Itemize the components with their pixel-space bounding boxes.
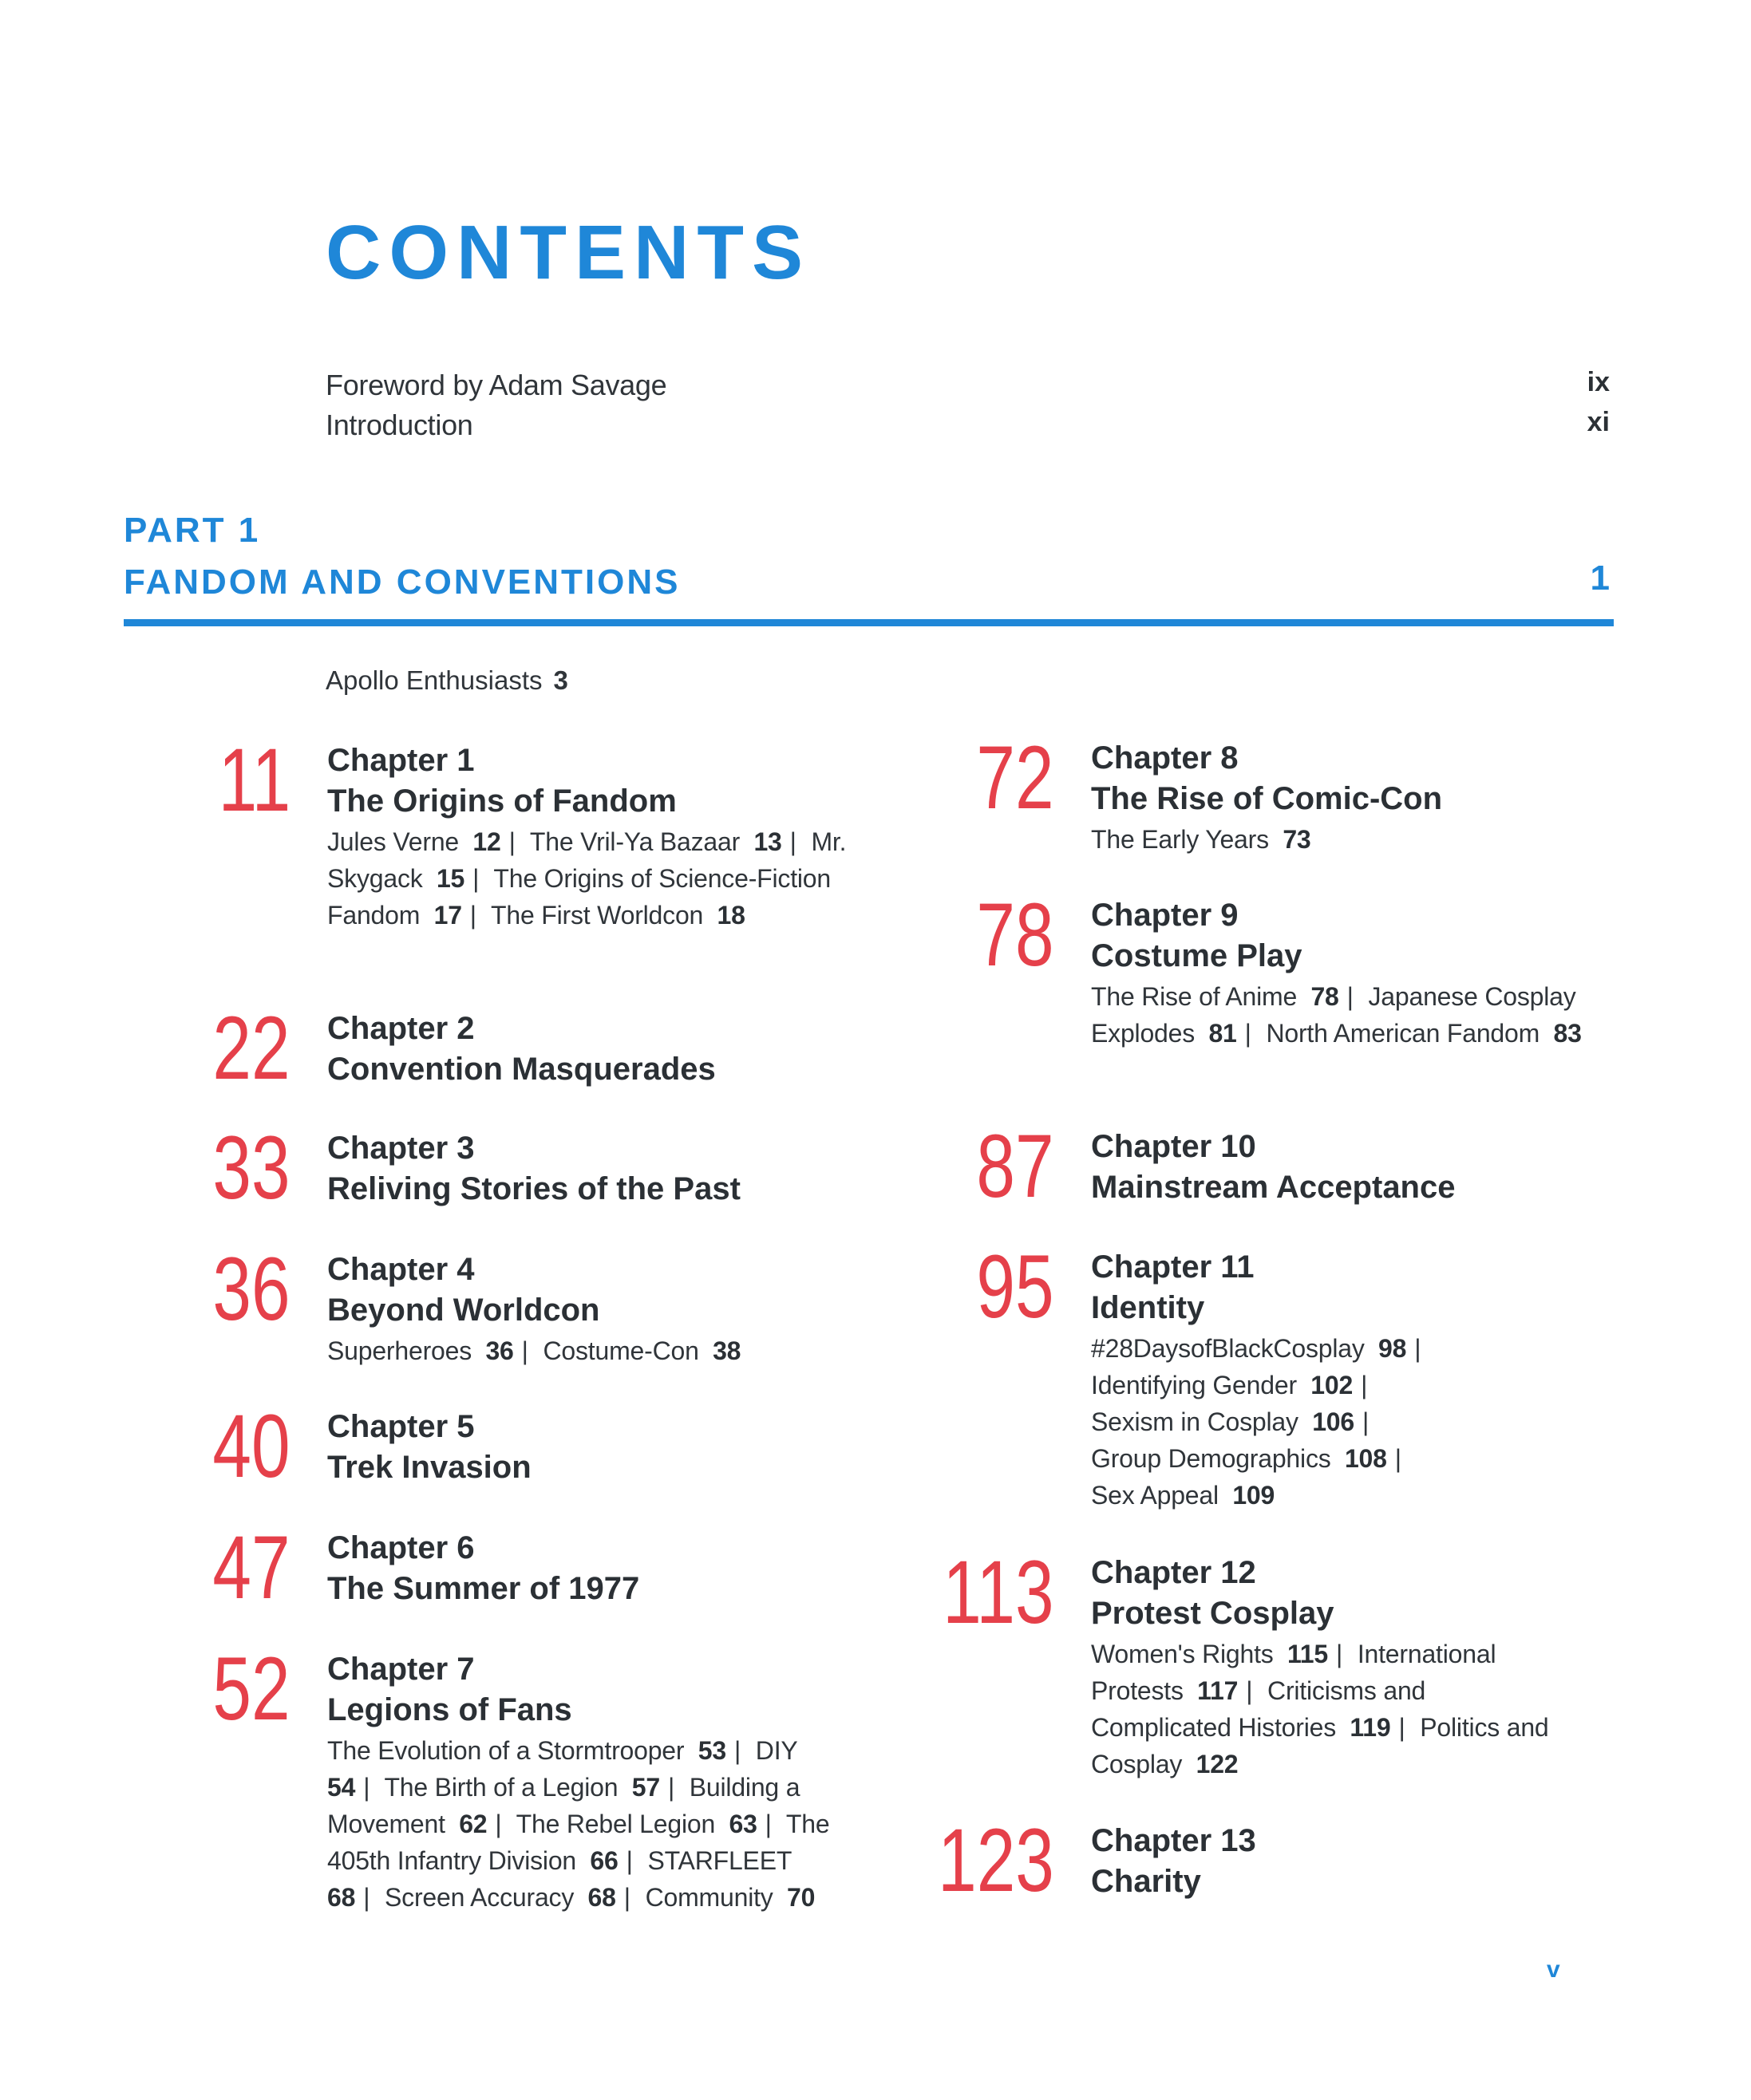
section-title: The Birth of a Legion [384, 1773, 619, 1802]
section-page: 98 [1378, 1334, 1407, 1363]
section-title: The Rise of Anime [1091, 982, 1298, 1011]
section-page: 81 [1208, 1019, 1237, 1048]
chapter-page-number: 36 [212, 1239, 291, 1339]
section-title: Building a Movement [327, 1773, 800, 1838]
section-page: 17 [433, 901, 462, 930]
chapter-label: Chapter 7 [327, 1652, 475, 1687]
section-separator: | [733, 1736, 741, 1765]
section-entry[interactable] [1091, 982, 1362, 1011]
chapter-title[interactable]: Protest Cosplay [1091, 1596, 1334, 1631]
interlude-label: Apollo Enthusiasts [326, 665, 543, 695]
chapter-label: Chapter 3 [327, 1131, 475, 1166]
chapter-sections [1091, 1636, 1570, 1782]
toc-interlude[interactable] [326, 665, 568, 696]
toc-chapter[interactable] [212, 998, 854, 1098]
chapter-page-number: 33 [212, 1118, 291, 1218]
chapter-page-number: 47 [212, 1518, 291, 1617]
section-separator: | [363, 1883, 370, 1912]
section-entry[interactable] [1091, 1403, 1618, 1440]
section-separator: | [508, 827, 516, 856]
section-entry[interactable] [327, 1736, 749, 1765]
toc-foreword[interactable]: Foreword by Adam Savage [326, 369, 667, 401]
toc-chapter[interactable] [976, 1237, 1618, 1514]
section-title: Group Demographics [1091, 1444, 1331, 1473]
section-title: Politics and Cosplay [1091, 1713, 1549, 1778]
section-separator: | [495, 1810, 502, 1838]
chapter-title[interactable]: Mainstream Acceptance [1091, 1170, 1456, 1205]
toc-chapter[interactable] [212, 1239, 854, 1369]
chapter-sections [327, 823, 854, 934]
part-divider [124, 619, 1614, 626]
toc-chapter[interactable] [212, 1118, 854, 1218]
chapter-sections [1091, 978, 1618, 1052]
section-separator: | [1336, 1640, 1343, 1668]
section-title: International Protests [1091, 1640, 1496, 1705]
section-page: 63 [729, 1810, 757, 1838]
section-entry[interactable] [1091, 1477, 1618, 1514]
interlude-page: 3 [553, 665, 568, 695]
toc-chapter[interactable] [976, 1116, 1618, 1216]
section-separator: | [1346, 982, 1354, 1011]
chapter-title[interactable]: Identity [1091, 1290, 1205, 1325]
section-page: 57 [631, 1773, 660, 1802]
section-page: 108 [1344, 1444, 1387, 1473]
chapter-label: Chapter 8 [1091, 740, 1239, 776]
section-page: 83 [1553, 1019, 1582, 1048]
chapter-sections [1091, 821, 1618, 858]
section-title: Sexism in Cosplay [1091, 1407, 1298, 1436]
chapter-label: Chapter 13 [1091, 1823, 1256, 1858]
toc-introduction[interactable]: Introduction [326, 409, 473, 441]
section-separator: | [626, 1846, 633, 1875]
chapter-page-number: 95 [976, 1237, 1054, 1336]
chapter-title[interactable]: Costume Play [1091, 938, 1302, 973]
chapter-title[interactable]: Trek Invasion [327, 1450, 532, 1485]
chapter-label: Chapter 6 [327, 1530, 475, 1565]
section-page: 66 [590, 1846, 619, 1875]
section-page: 53 [698, 1736, 726, 1765]
chapter-page-number: 52 [212, 1639, 291, 1739]
chapter-label: Chapter 10 [1091, 1129, 1256, 1164]
part-label: PART 1 [124, 511, 261, 550]
section-separator: | [1398, 1713, 1405, 1742]
section-title: Costume-Con [543, 1336, 699, 1365]
section-page: 38 [713, 1336, 741, 1365]
chapter-title[interactable]: Reliving Stories of the Past [327, 1171, 741, 1206]
section-page: 12 [472, 827, 501, 856]
section-page: 54 [327, 1773, 356, 1802]
toc-chapter[interactable] [943, 1542, 1618, 1782]
toc-chapter[interactable] [976, 728, 1618, 858]
chapter-label: Chapter 2 [327, 1011, 475, 1046]
section-title: Community [645, 1883, 773, 1912]
chapter-label: Chapter 11 [1091, 1249, 1255, 1285]
chapter-page-number: 87 [976, 1116, 1054, 1216]
chapter-title[interactable]: The Rise of Comic-Con [1091, 781, 1443, 816]
page-folio: v [1547, 1956, 1560, 1983]
chapter-page-number: 78 [976, 885, 1054, 985]
chapter-page-number: 11 [218, 730, 291, 830]
section-title: Screen Accuracy [385, 1883, 575, 1912]
toc-foreword-page: ix [1587, 367, 1610, 397]
chapter-label: Chapter 9 [1091, 898, 1239, 933]
chapter-page-number: 72 [976, 728, 1054, 827]
chapter-page-number: 113 [943, 1542, 1054, 1642]
section-separator: | [363, 1773, 370, 1802]
section-entry[interactable] [1091, 1640, 1350, 1668]
section-page: 102 [1310, 1371, 1354, 1399]
section-page: 15 [436, 864, 465, 893]
section-title: The Early Years [1091, 825, 1269, 854]
section-entry[interactable] [530, 827, 804, 856]
section-separator: | [521, 1336, 528, 1365]
section-page: 106 [1312, 1407, 1354, 1436]
chapter-title[interactable]: Charity [1091, 1864, 1201, 1899]
section-page: 119 [1350, 1713, 1391, 1742]
toc-chapter[interactable] [938, 1810, 1618, 1910]
part-title[interactable]: FANDOM AND CONVENTIONS [124, 562, 681, 602]
section-page: 117 [1197, 1676, 1239, 1705]
section-entry[interactable] [1091, 825, 1311, 854]
chapter-title[interactable]: Convention Masquerades [327, 1052, 716, 1087]
part-page: 1 [1590, 559, 1610, 598]
chapter-page-number: 22 [212, 998, 291, 1098]
chapter-title[interactable]: The Summer of 1977 [327, 1571, 640, 1606]
chapter-sections [327, 1332, 854, 1369]
chapter-title[interactable]: Beyond Worldcon [327, 1293, 600, 1328]
section-title: The First Worldcon [491, 901, 704, 930]
toc-chapter[interactable] [212, 1396, 854, 1496]
section-entry[interactable] [384, 1773, 682, 1802]
section-entry[interactable] [1091, 1367, 1618, 1403]
section-page: 36 [485, 1336, 514, 1365]
section-title: #28DaysofBlackCosplay [1091, 1334, 1365, 1363]
section-title: The Evolution of a Stormtrooper [327, 1736, 685, 1765]
section-separator: | [1394, 1444, 1401, 1473]
section-title: The Origins of Science-Fiction Fandom [327, 864, 832, 930]
section-page: 13 [753, 827, 782, 856]
section-page: 18 [717, 901, 745, 930]
section-separator: | [1246, 1676, 1253, 1705]
chapter-page-number: 123 [938, 1810, 1054, 1910]
section-separator: | [1362, 1407, 1370, 1436]
section-entry[interactable] [385, 1883, 638, 1912]
section-title: Mr. Skygack [327, 827, 847, 893]
section-entry[interactable] [327, 827, 524, 856]
section-entry[interactable] [646, 1883, 816, 1912]
chapter-page-number: 40 [212, 1396, 291, 1496]
toc-chapter[interactable] [218, 730, 854, 934]
section-title: The 405th Infantry Division [327, 1810, 830, 1875]
chapter-label: Chapter 5 [327, 1409, 475, 1444]
section-separator: | [667, 1773, 675, 1802]
section-title: The Rebel Legion [516, 1810, 716, 1838]
section-title: Criticisms and Complicated Histories [1091, 1676, 1426, 1742]
section-title: The Vril-Ya Bazaar [529, 827, 741, 856]
section-separator: | [765, 1810, 772, 1838]
section-entry[interactable] [327, 1336, 536, 1365]
section-entry[interactable] [516, 1810, 780, 1838]
section-separator: | [789, 827, 796, 856]
section-entry[interactable] [1091, 1330, 1618, 1367]
toc-chapter[interactable] [212, 1518, 854, 1617]
chapter-sections [1091, 1330, 1618, 1514]
section-separator: | [469, 901, 476, 930]
section-entry[interactable] [1266, 1019, 1581, 1048]
section-page: 62 [459, 1810, 488, 1838]
section-separator: | [1414, 1334, 1421, 1363]
section-entry[interactable] [543, 1336, 741, 1365]
section-page: 78 [1310, 982, 1339, 1011]
toc-introduction-page: xi [1587, 407, 1610, 437]
section-page: 115 [1287, 1640, 1328, 1668]
chapter-title[interactable]: Legions of Fans [327, 1692, 572, 1727]
section-title: Sex Appeal [1091, 1481, 1219, 1510]
section-title: Women's Rights [1091, 1640, 1274, 1668]
section-page: 68 [327, 1883, 356, 1912]
section-separator: | [1244, 1019, 1251, 1048]
section-entry[interactable] [491, 901, 745, 930]
section-page: 68 [587, 1883, 616, 1912]
section-title: DIY [755, 1736, 798, 1765]
section-title: North American Fandom [1266, 1019, 1540, 1048]
section-separator: | [623, 1883, 630, 1912]
chapter-label: Chapter 4 [327, 1252, 475, 1287]
section-title: Jules Verne [327, 827, 460, 856]
page-title: CONTENTS [326, 210, 811, 295]
section-entry[interactable] [1091, 1440, 1618, 1477]
toc-chapter[interactable] [212, 1639, 854, 1916]
section-title: Identifying Gender [1091, 1371, 1297, 1399]
chapter-title[interactable]: The Origins of Fandom [327, 784, 677, 819]
section-page: 122 [1196, 1750, 1239, 1778]
section-page: 70 [786, 1883, 816, 1912]
section-title: Superheroes [327, 1336, 472, 1365]
section-separator: | [472, 864, 480, 893]
chapter-label: Chapter 12 [1091, 1555, 1256, 1590]
section-separator: | [1361, 1371, 1368, 1399]
section-page: 73 [1283, 825, 1311, 854]
toc-chapter[interactable] [976, 885, 1618, 1052]
chapter-label: Chapter 1 [327, 743, 475, 778]
section-title: Japanese Cosplay Explodes [1091, 982, 1576, 1048]
chapter-sections [327, 1732, 854, 1916]
section-title: STARFLEET [647, 1846, 792, 1875]
section-page: 109 [1232, 1481, 1275, 1510]
